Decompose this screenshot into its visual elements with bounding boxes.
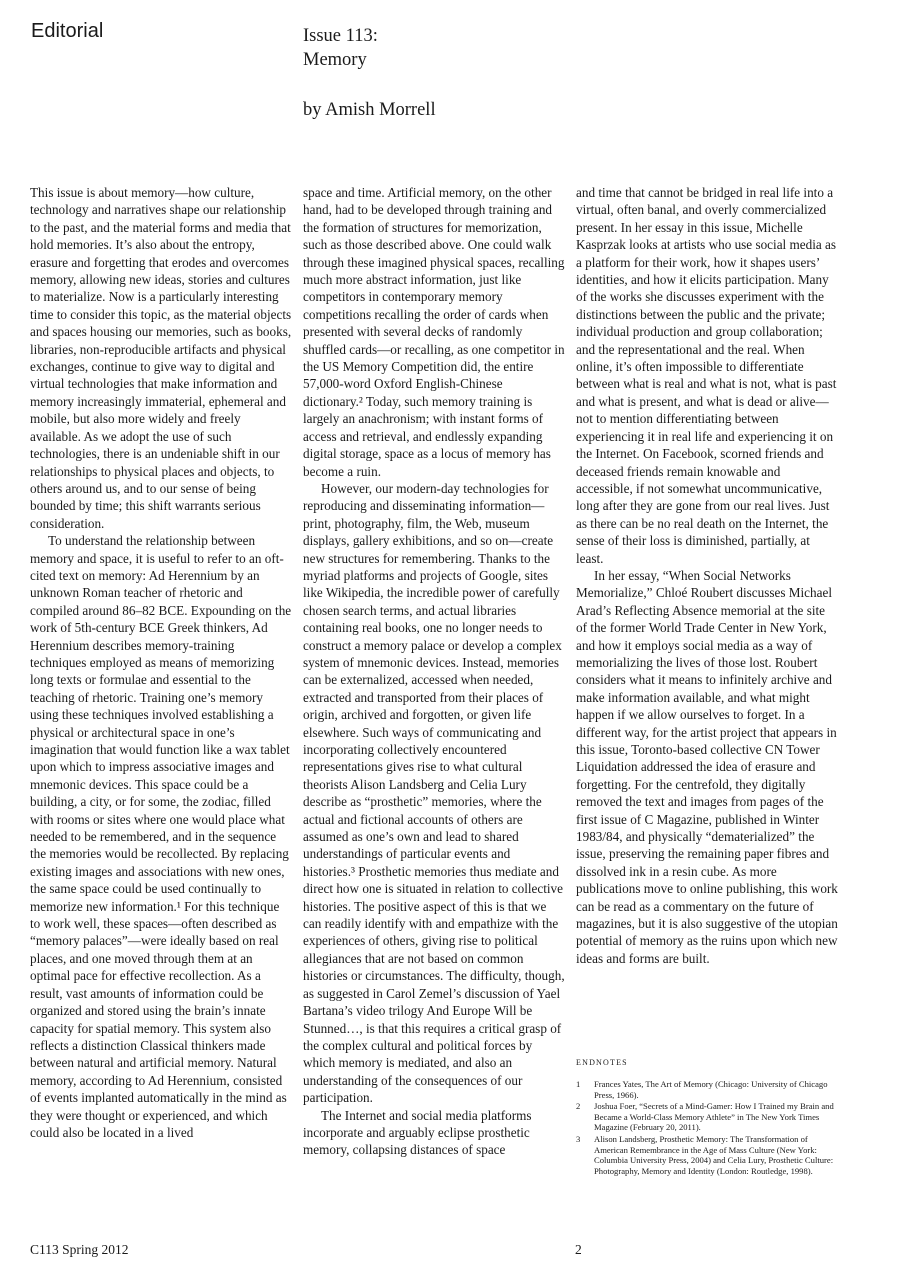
paragraph: This issue is about memory—how culture, technology and narratives shape our relationship to the past, and the material forms and media that hold memories. It’s also about the entropy, erasure and forgetting that erodes and overcomes memory, allowing new ideas, stories and cultures to materialize. Now is a particularly interesting time to consider this topic, as the material objects and spaces housing our memories, such as books, libraries, non-reproducible artifacts and physical exchanges, continue to give way to digital and virtual technologies that make information and memory increasingly immaterial, ephemeral and mobile, but also more widely and freely available. As we adopt the use of such technologies, there is an undeniable shift in our relationships to physical places and objects, to others around us, and to our sense of being bounded by time; this shift warrants serious consideration. bbox=[30, 185, 292, 531]
issue-theme: Memory bbox=[303, 50, 367, 70]
endnote-number: 3 bbox=[576, 1133, 581, 1144]
section-label: Editorial bbox=[31, 20, 104, 42]
text-column-1 bbox=[30, 184, 292, 1141]
issue-number: Issue 113: bbox=[303, 26, 378, 46]
endnotes-heading: ENDNOTES bbox=[576, 1058, 628, 1067]
paragraph: In her essay, “When Social Networks Memorialize,” Chloé Roubert discusses Michael Arad’s Reflecting Absence memorial at the site of the former World Trade Center in New York, and how it employs social media as a way of memorializing the lives of those lost. Roubert considers what it means to infinitely archive and make information available, and what might happen if we allow ourselves to forget. In a different way, for the artist project that appears in this issue, Toronto-based collective CN Tower Liquidation addressed the idea of erasure and forgetting. For the centrefold, they digitally removed the text and images from pages of the first issue of C Magazine, published in Winter 1983/84, and physically “dematerialized” the issue, preserving the remaining paper fibres and dissolved ink in a resin cube. As more publications move to online publishing, this work can be read as a commentary on the future of magazines, but it is also suggestive of the utopian potential of memory as the ruins upon which new ideas and forms are built. bbox=[576, 567, 838, 966]
page-number: 2 bbox=[575, 1242, 582, 1257]
endnote-item bbox=[576, 1134, 838, 1176]
paragraph: The Internet and social media platforms incorporate and arguably eclipse prosthetic memory, collapsing distances of space bbox=[303, 1107, 532, 1158]
byline: by Amish Morrell bbox=[303, 100, 436, 120]
text-column-2 bbox=[303, 184, 565, 1159]
endnote-number: 2 bbox=[576, 1101, 581, 1112]
text-column-3 bbox=[576, 184, 838, 967]
paragraph: space and time. Artificial memory, on the other hand, had to be developed through training and the formation of structures for memorization, such as those described above. One could walk through these imagined physical spaces, recalling much more abstract information, just like competitors in contemporary memory competitions recalling the order of cards when presented with several decks of randomly shuffled cards—or recalling, as one competitor in the US Memory Competition did, the entire 57,000-word Oxford English-Chinese dictionary.² Today, such memory training is largely an anachronism; with instant forms of access and retrieval, and endlessly expanding digital storage, space as a locus of memory has become a ruin. bbox=[303, 185, 565, 479]
endnote-text: Joshua Foer, “Secrets of a Mind-Gamer: How I Trained my Brain and Became a World-Class Memory Athlete” in The New York Times Magazine (February 20, 2011). bbox=[594, 1101, 834, 1133]
endnote-item bbox=[576, 1101, 838, 1133]
endnote-text: Frances Yates, The Art of Memory (Chicago: University of Chicago Press, 1966). bbox=[594, 1079, 828, 1100]
issue-title bbox=[303, 24, 378, 72]
paragraph: To understand the relationship between memory and space, it is useful to refer to an oft-cited text on memory: Ad Herennium by an unknown Roman teacher of rhetoric and compiled around 86–82 BCE. Expounding on the work of 5th-century BCE Greek thinkers, Ad Herennium describes memory-training techniques employed as means of memorizing long texts or formulae and essential to the teaching of rhetoric. Training one’s memory using these techniques involved establishing a physical or architectural space in one’s imagination that would function like a wax tablet upon which to impress associative images and mnemonic devices. This space could be a building, a city, or for some, the zodiac, filled with rooms or sites where one would place what needed to be remembered, and in the sequence the memories would be recollected. By replacing existing images and associations with new ones, the same space could be used continually to memorize new information.¹ For this technique to work well, these spaces—often described as “memory palaces”—were ideally based on real places, and one moved through them at an optimal pace for effective recollection. As a result, vast amounts of information could be organized and stored using the brain’s innate capacity for spatial memory. This system also reflects a distinction Classical thinkers made between natural and artificial memory. Natural memory, according to Ad Herennium, consisted of events implanted automatically in the mind as they were thought or experienced, and which could also be located in a lived bbox=[30, 533, 292, 1140]
endnotes bbox=[576, 1058, 838, 1177]
endnote-item bbox=[576, 1079, 838, 1100]
endnote-text: Alison Landsberg, Prosthetic Memory: The Transformation of American Remembrance in the Age of Mass Culture (New York: Columbia University Press, 2004) and Celia Lury, Prosthetic Culture: Photography, Memory and Identity (London: Routledge, 1998). bbox=[594, 1133, 834, 1176]
endnote-number: 1 bbox=[576, 1079, 581, 1089]
paragraph: However, our modern-day technologies for reproducing and disseminating information—print, photography, film, the Web, museum displays, gallery exhibitions, and so on—create new structures for remembering. Thanks to the myriad platforms and projects of Google, sites like Wikipedia, the incredible power of carefully chosen search terms, and actual libraries containing real books, one no longer needs to construct a memory palace or develop a complex system of mnemonic devices. Instead, memories can be externalized, accessed when needed, extracted and transported from their places of origin, archived and forgotten, or given life elsewhere. Such ways of communicating and incorporating collectively encountered representations gives rise to what cultural theorists Alison Landsberg and Celia Lury describe as “prosthetic” memories, where the actual and fictional accounts of others are assumed as one’s own and lead to shared understandings of particular events and histories.³ Prosthetic memories thus mediate and direct how one is situated in relation to collective histories. The positive aspect of this is that we can readily identify with and empathize with the experiences of others, giving rise to political allegiances that are not based on common histories or circumstances. The difficulty, though, as suggested in Carol Zemel’s discussion of Yael Bartana’s video trilogy And Europe Will be Stunned…, is that this requires a critical grasp of the complex cultural and political forces by which memory is mediated, and also an understanding of the consequences of our participation. bbox=[303, 480, 565, 1106]
footer-issue: C113 Spring 2012 bbox=[30, 1242, 129, 1257]
paragraph: and time that cannot be bridged in real life into a virtual, often banal, and overly commercialized present. In her essay in this issue, Michelle Kasprzak looks at artists who use social media as a platform for their work, how it shapes users’ identities, and how it elicits participation. Many of the works she discusses experiment with the distinctions between the public and the private; individual production and group collaboration; and the representational and the real. When online, it’s often impossible to differentiate between what is real and what is not, what is past and what is present, and what is dead or alive—not to mention differentiating between experiencing it in real life and experiencing it on the Internet. On Facebook, scorned friends and deceased friends remain knowable and accessible, if not somewhat uncommunicative, long after they are gone from our real lives. Just as there can be no real death on the Internet, the sense of their loss is diminished, partially, at least. bbox=[576, 185, 837, 566]
